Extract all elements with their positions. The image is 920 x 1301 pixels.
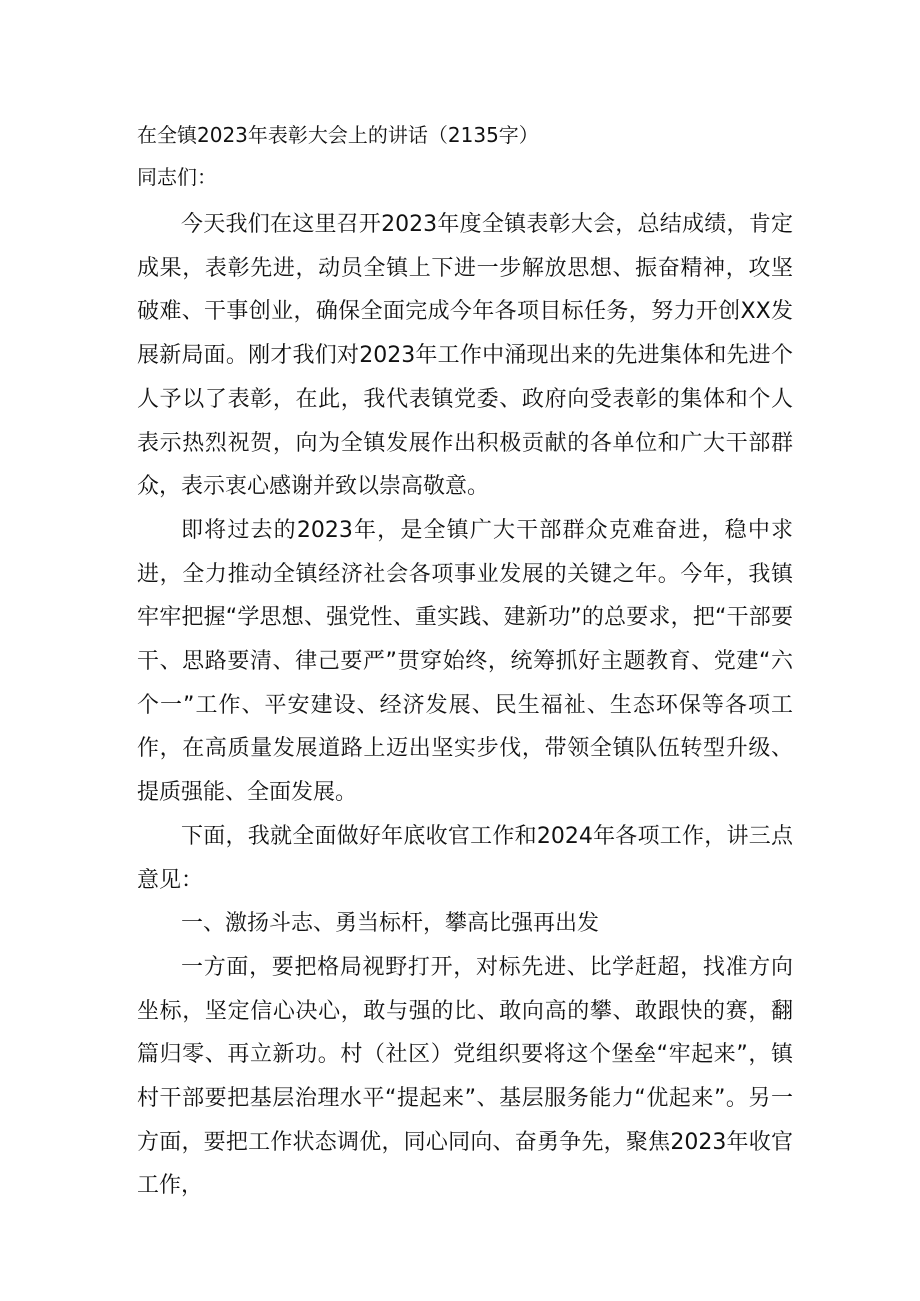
paragraph-opening: 今天我们在这里召开2023年度全镇表彰大会，总结成绩，肯定成果，表彰先进，动员全镇上下进一步解放思想、振奋精神，攻坚破难、干事创业，确保全面完成今年各项目标任务，努力开创XX发展新局面。刚才我们对2023年工作中涌现出来的先进集体和先进个人予以了表彰，在此，我代表镇党委、政府向受表彰的集体和个人表示热烈祝贺，向为全镇发展作出积极贡献的各单位和广大干部群众，表示衷心感谢并致以崇高敬意。: [137, 212, 793, 500]
paragraph-section-1: 一方面，要把格局视野打开，对标先进、比学赶超，找准方向坐标，坚定信心决心，敢与强的比、敢向高的攀、敢跟快的赛，翻篇归零、再立新功。村（社区）党组织要将这个堡垒“牢起来”，镇村干部要把基层治理水平“提起来”、基层服务能力“优起来”。另一方面，要把工作状态调优，同心同向、奋勇争先，聚焦2023年收官工作，: [137, 954, 793, 1199]
document-title: 在全镇2023年表彰大会上的讲话（2135字）: [137, 123, 539, 147]
paragraph-review-2023: 即将过去的2023年，是全镇广大干部群众克难奋进，稳中求进，全力推动全镇经济社会各项事业发展的关键之年。今年，我镇牢牢把握“学思想、强党性、重实践、建新功”的总要求，把“干部要干、思路要清、律己要严”贯穿始终，统筹抓好主题教育、党建“六个一”工作、平安建设、经济发展、民生福祉、生态环保等各项工作，在高质量发展道路上迈出坚实步伐，带领全镇队伍转型升级、提质强能、全面发展。: [137, 517, 793, 806]
paragraph-transition: 下面，我就全面做好年底收官工作和2024年各项工作，讲三点意见：: [137, 823, 793, 893]
document-body: [137, 203, 793, 1208]
section-heading-1: 一、激扬斗志、勇当标杆，攀高比强再出发: [181, 911, 600, 937]
salutation: 同志们：: [137, 165, 217, 189]
